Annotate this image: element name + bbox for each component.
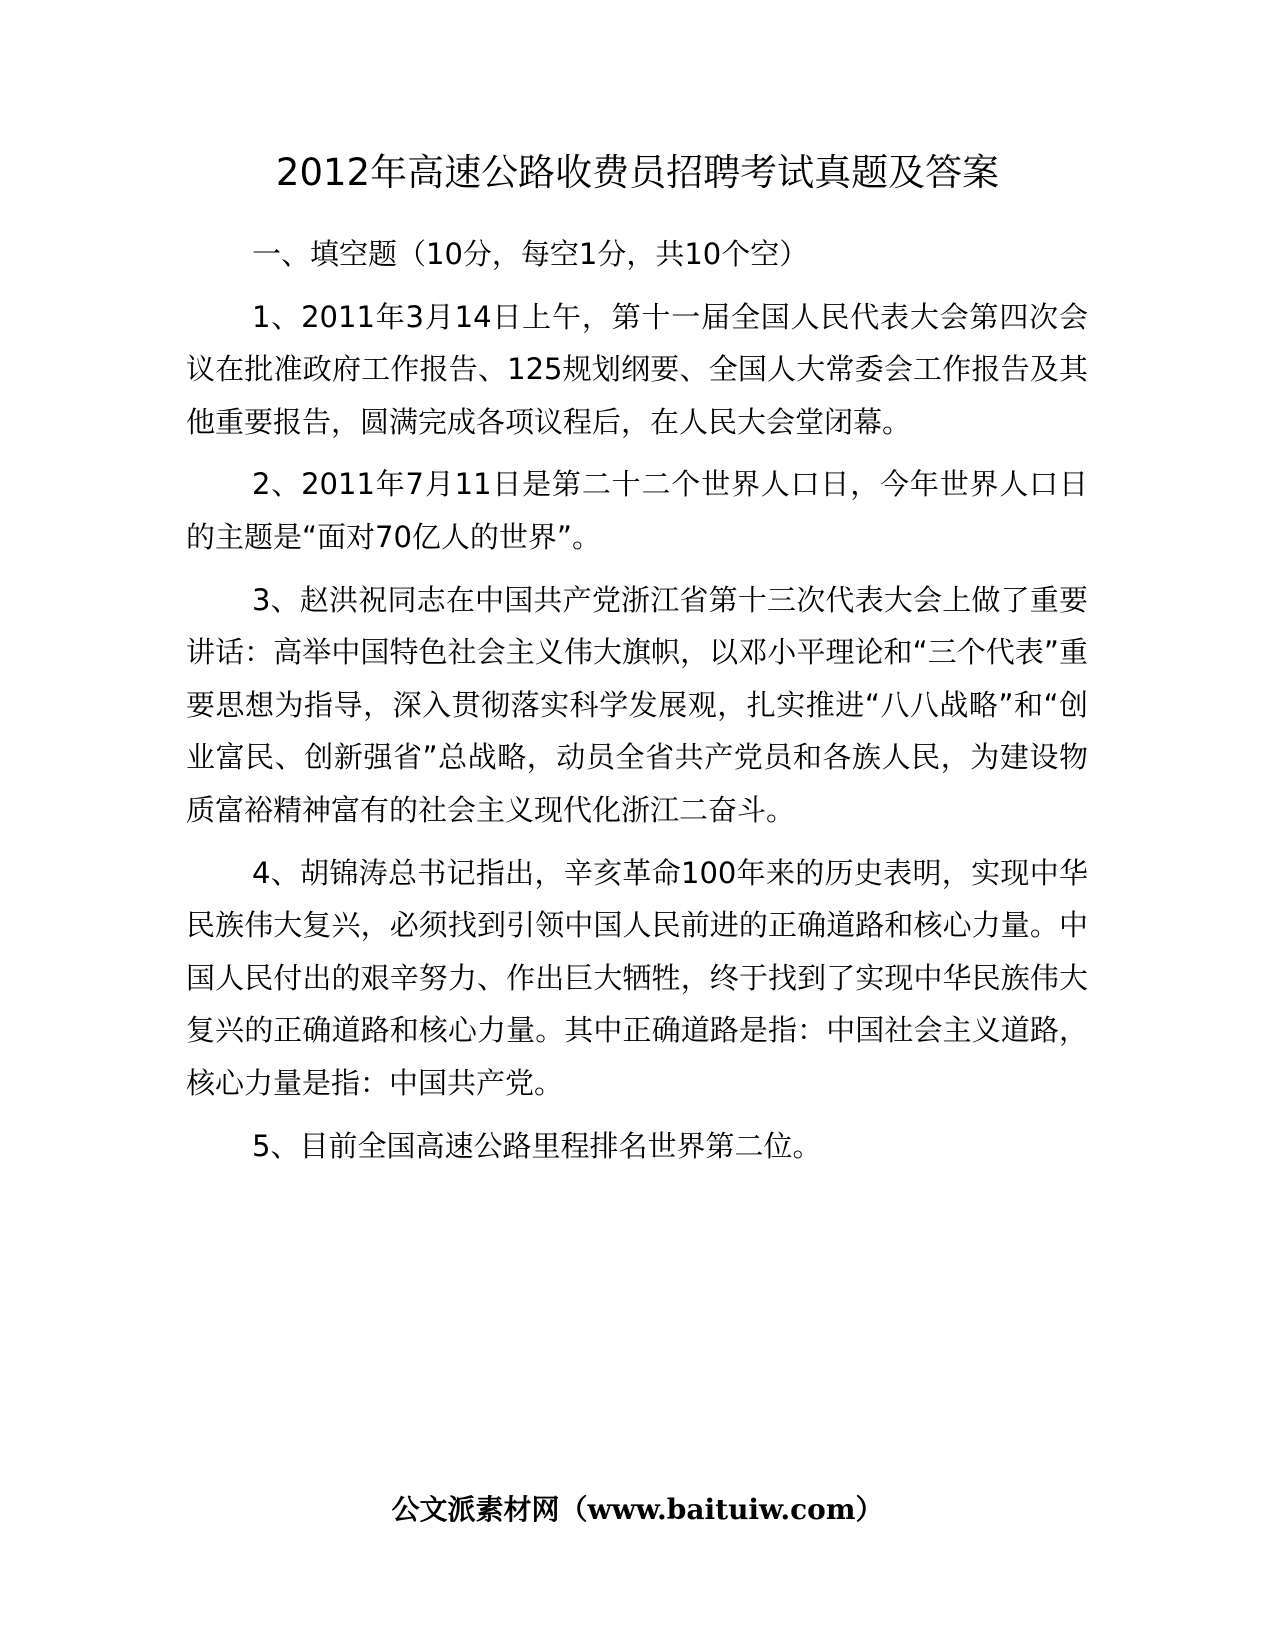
question-paragraph-2: 2、2011年7月11日是第二十二个世界人口日，今年世界人口日的主题是“面对70亿人的世界”。: [186, 467, 1088, 554]
page-footer: 公文派素材网（www.baituiw.com）: [391, 1493, 884, 1526]
question-paragraph-4: 4、胡锦涛总书记指出，辛亥革命100年来的历史表明，实现中华民族伟大复兴，必须找到引领中国人民前进的正确道路和核心力量。中国人民付出的艰辛努力、作出巨大牺牲，终于找到了实现中华民族伟大复兴的正确道路和核心力量。其中正确道路是指：中国社会主义道路，核心力量是指：中国共产党。: [186, 855, 1088, 1100]
question-paragraph-5: 5、目前全国高速公路里程排名世界第二位。: [252, 1128, 822, 1163]
document-title: 2012年高速公路收费员招聘考试真题及答案: [275, 151, 1000, 194]
question-paragraph-3: 3、赵洪祝同志在中国共产党浙江省第十三次代表大会上做了重要讲话：高举中国特色社会主义伟大旗帜，以邓小平理论和“三个代表”重要思想为指导，深入贯彻落实科学发展观，扎实推进“八八战略”和“创业富民、创新强省”总战略，动员全省共产党员和各族人民，为建设物质富裕精神富有的社会主义现代化浙江二奋斗。: [186, 582, 1088, 827]
section-heading: 一、填空题（10分，每空1分，共10个空）: [252, 237, 809, 271]
question-paragraph-1: 1、2011年3月14日上午，第十一届全国人民代表大会第四次会议在批准政府工作报告、125规划纲要、全国人大常委会工作报告及其他重要报告，圆满完成各项议程后，在人民大会堂闭幕。: [186, 299, 1088, 439]
document-body: [186, 228, 1088, 1182]
